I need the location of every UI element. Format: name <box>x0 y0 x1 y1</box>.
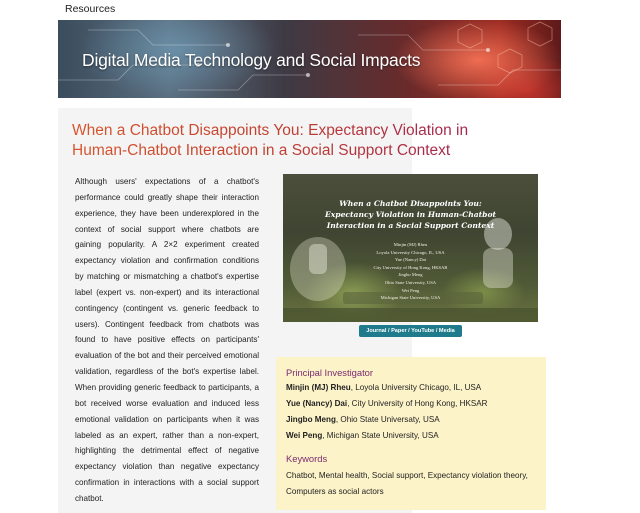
video-credits <box>283 241 538 302</box>
principal-investigator-heading: Principal Investigator <box>286 367 374 378</box>
media-links-button[interactable]: Journal / Paper / YouTube / Media <box>359 325 462 337</box>
credit-line: City University of Hong Kong, HKSAR <box>373 264 448 270</box>
paper-title: When a Chatbot Disappoints You: Expectancy Violation in Human-Chatbot Interaction in a Social Support Context <box>72 121 512 161</box>
credit-line: Michigan State University, USA <box>380 295 441 301</box>
credit-line: Yue (Nancy) Dai <box>394 257 427 263</box>
investigator-name: Minjin (MJ) Rheu <box>286 383 351 392</box>
investigator-row <box>286 399 488 408</box>
investigator-affiliation: , Michigan State University, USA <box>322 431 439 440</box>
investigator-row <box>286 383 481 392</box>
credit-line: Wei Peng <box>401 287 420 293</box>
video-heading: When a Chatbot Disappoints You: Expectancy Violation in Human-Chatbot Interaction in a Social Support Context <box>324 199 497 230</box>
paper-abstract: Although users' expectations of a chatbot's performance could greatly shape their interaction experience, they have been underexplored in the context of social support where chatbots are gaining popularity. A 2×2 experiment created expectancy violation and confirmation conditions by matching or mismatching a chatbot's expertise label (expert vs. non-expert) and its interactional contingency (contingent vs. generic feedback to users). Contingent feedback from chatbots was found to have positive effects on participants' evaluation of the bot and their perceived emotional validation, regardless of the bot's expertise label. When providing generic feedback to participants, a bot received worse evaluation and induced less emotional validation on participants when it was labeled as an expert, rather than a non-expert, highlighting the detrimental effect of negative expectancy violation than negative expectancy confirmation in interactions with a social support chatbot. <box>75 177 259 503</box>
investigator-row <box>286 415 440 424</box>
investigator-name: Yue (Nancy) Dai <box>286 399 348 408</box>
credit-line: Loyola University Chicago, IL, USA <box>376 249 445 255</box>
nav-resources-link[interactable]: Resources <box>65 3 116 15</box>
credit-line: Minjin (MJ) Rheu <box>393 242 428 247</box>
credit-line: Jingbo Meng <box>398 272 423 278</box>
investigator-name: Jingbo Meng <box>286 415 336 424</box>
page-banner <box>58 20 561 98</box>
keywords-list: Chatbot, Mental health, Social support, Expectancy violation theory, Computers as social actors <box>286 471 528 496</box>
keywords-heading: Keywords <box>286 453 328 464</box>
investigator-row <box>286 431 439 440</box>
banner-title: Digital Media Technology and Social Impacts <box>82 50 421 70</box>
credit-line: Ohio State University, USA <box>384 279 437 285</box>
investigator-affiliation: , City University of Hong Kong, HKSAR <box>347 399 488 408</box>
investigator-name: Wei Peng <box>286 431 323 440</box>
investigator-affiliation: , Loyola University Chicago, IL, USA <box>350 383 482 392</box>
video-thumbnail[interactable] <box>283 174 538 322</box>
investigator-affiliation: , Ohio State Universaty, USA <box>335 415 440 424</box>
